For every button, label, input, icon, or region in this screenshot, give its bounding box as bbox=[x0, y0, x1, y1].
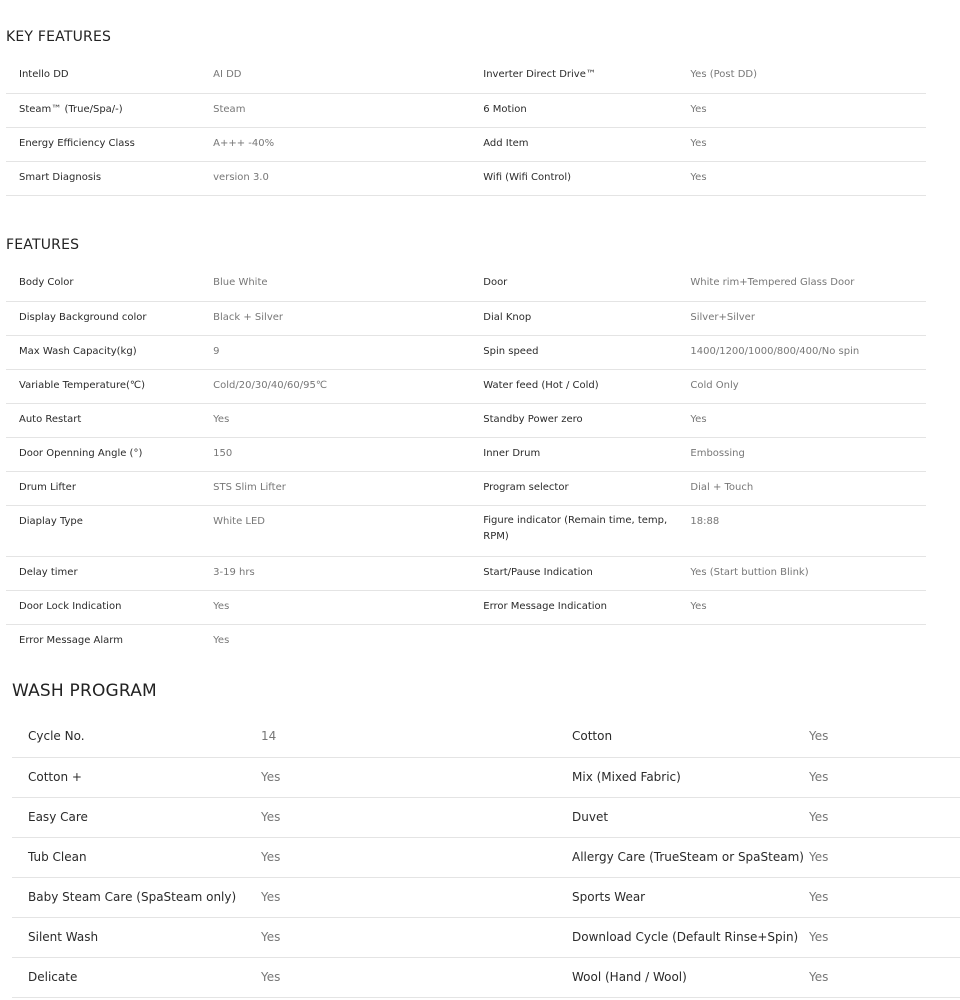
table-row bbox=[12, 877, 960, 917]
spec-label: Duvet bbox=[572, 797, 809, 837]
spec-value: Black + Silver bbox=[213, 301, 483, 335]
table-row bbox=[6, 590, 926, 624]
spec-label: Cotton + bbox=[12, 757, 261, 797]
spec-value: A+++ -40% bbox=[213, 127, 483, 161]
key-features-heading: KEY FEATURES bbox=[6, 29, 112, 45]
spec-value: Yes bbox=[261, 757, 572, 797]
spec-value: Cold Only bbox=[690, 369, 926, 403]
table-row bbox=[6, 471, 926, 505]
spec-value: 3-19 hrs bbox=[213, 556, 483, 590]
spec-label: Allergy Care (TrueSteam or SpaSteam) bbox=[572, 837, 809, 877]
spec-value: Yes bbox=[261, 877, 572, 917]
spec-value: Yes bbox=[809, 717, 960, 757]
table-row bbox=[6, 59, 926, 93]
spec-value: Dial + Touch bbox=[690, 471, 926, 505]
spec-label: Steam™ (True/Spa/-) bbox=[6, 93, 213, 127]
spec-label: Auto Restart bbox=[6, 403, 213, 437]
spec-label: Water feed (Hot / Cold) bbox=[483, 369, 690, 403]
spec-label: Start/Pause Indication bbox=[483, 556, 690, 590]
spec-value: Yes bbox=[809, 957, 960, 997]
spec-value: White rim+Tempered Glass Door bbox=[690, 267, 926, 301]
key-features-table bbox=[6, 59, 926, 196]
spec-label: Silent Wash bbox=[12, 917, 261, 957]
spec-value: Yes bbox=[809, 877, 960, 917]
features-heading: FEATURES bbox=[6, 237, 80, 253]
table-row bbox=[6, 93, 926, 127]
spec-label: Body Color bbox=[6, 267, 213, 301]
spec-label: Door bbox=[483, 267, 690, 301]
spec-value: 1400/1200/1000/800/400/No spin bbox=[690, 335, 926, 369]
table-row bbox=[6, 127, 926, 161]
spec-label: Mix (Mixed Fabric) bbox=[572, 757, 809, 797]
spec-label: Intello DD bbox=[6, 59, 213, 93]
empty-cell bbox=[690, 624, 926, 658]
table-row bbox=[6, 505, 926, 556]
spec-value: Yes bbox=[809, 837, 960, 877]
spec-value: Yes bbox=[261, 837, 572, 877]
spec-label: Dial Knop bbox=[483, 301, 690, 335]
spec-label: Spin speed bbox=[483, 335, 690, 369]
table-row bbox=[6, 403, 926, 437]
spec-value: Silver+Silver bbox=[690, 301, 926, 335]
spec-value: Yes bbox=[690, 590, 926, 624]
spec-label: Smart Diagnosis bbox=[6, 161, 213, 195]
spec-label: Sports Wear bbox=[572, 877, 809, 917]
spec-value: Embossing bbox=[690, 437, 926, 471]
spec-label: Add Item bbox=[483, 127, 690, 161]
spec-label: Variable Temperature(℃) bbox=[6, 369, 213, 403]
spec-label: Display Background color bbox=[6, 301, 213, 335]
spec-label: Cotton bbox=[572, 717, 809, 757]
spec-value: version 3.0 bbox=[213, 161, 483, 195]
table-row bbox=[12, 957, 960, 997]
spec-value: Yes bbox=[809, 797, 960, 837]
table-row bbox=[12, 757, 960, 797]
spec-label: Easy Care bbox=[12, 797, 261, 837]
spec-label: Drum Lifter bbox=[6, 471, 213, 505]
spec-label-cell bbox=[483, 505, 690, 556]
spec-value: AI DD bbox=[213, 59, 483, 93]
spec-label: Figure indicator (Remain time, temp, RPM) bbox=[483, 514, 668, 542]
spec-label: Diaplay Type bbox=[6, 505, 213, 556]
spec-label: Energy Efficiency Class bbox=[6, 127, 213, 161]
empty-cell bbox=[483, 624, 690, 658]
spec-label: Delay timer bbox=[6, 556, 213, 590]
spec-label: Cycle No. bbox=[12, 717, 261, 757]
table-row bbox=[6, 556, 926, 590]
spec-label: Max Wash Capacity(kg) bbox=[6, 335, 213, 369]
spec-label: 6 Motion bbox=[483, 93, 690, 127]
table-row bbox=[6, 437, 926, 471]
wash-program-table bbox=[12, 717, 960, 998]
spec-value: Yes bbox=[213, 403, 483, 437]
spec-label: Inner Drum bbox=[483, 437, 690, 471]
spec-label: Download Cycle (Default Rinse+Spin) bbox=[572, 917, 809, 957]
table-row bbox=[12, 717, 960, 757]
spec-label: Wifi (Wifi Control) bbox=[483, 161, 690, 195]
spec-value: 14 bbox=[261, 717, 572, 757]
spec-label: Door Lock Indication bbox=[6, 590, 213, 624]
spec-value: Yes (Post DD) bbox=[690, 59, 926, 93]
features-table bbox=[6, 267, 926, 658]
spec-value: STS Slim Lifter bbox=[213, 471, 483, 505]
spec-label: Door Openning Angle (°) bbox=[6, 437, 213, 471]
spec-value: Yes bbox=[261, 797, 572, 837]
spec-label: Program selector bbox=[483, 471, 690, 505]
table-row bbox=[6, 267, 926, 301]
spec-value: 18:88 bbox=[690, 505, 926, 556]
spec-label: Inverter Direct Drive™ bbox=[483, 59, 690, 93]
table-row bbox=[12, 917, 960, 957]
spec-value: Yes bbox=[261, 917, 572, 957]
spec-label: Error Message Alarm bbox=[19, 634, 123, 646]
spec-label: Tub Clean bbox=[12, 837, 261, 877]
spec-value: 9 bbox=[213, 335, 483, 369]
table-row bbox=[12, 797, 960, 837]
spec-value: Yes bbox=[261, 957, 572, 997]
spec-value: Yes bbox=[690, 161, 926, 195]
wash-program-heading: WASH PROGRAM bbox=[12, 681, 157, 701]
table-row bbox=[6, 301, 926, 335]
spec-value: Steam bbox=[213, 93, 483, 127]
spec-value: Blue White bbox=[213, 267, 483, 301]
spec-value: White LED bbox=[213, 505, 483, 556]
spec-label: Error Message Indication bbox=[483, 590, 690, 624]
spec-value: Yes bbox=[690, 127, 926, 161]
spec-label: Wool (Hand / Wool) bbox=[572, 957, 809, 997]
table-row bbox=[6, 335, 926, 369]
spec-value: Yes bbox=[213, 634, 230, 646]
table-row bbox=[6, 369, 926, 403]
table-row bbox=[12, 837, 960, 877]
spec-value: Yes bbox=[809, 917, 960, 957]
spec-label: Delicate bbox=[12, 957, 261, 997]
spec-value: Yes bbox=[690, 93, 926, 127]
table-row bbox=[6, 161, 926, 195]
spec-value: Yes (Start buttion Blink) bbox=[690, 556, 926, 590]
spec-value: Yes bbox=[690, 403, 926, 437]
spec-label: Standby Power zero bbox=[483, 403, 690, 437]
spec-value: Cold/20/30/40/60/95℃ bbox=[213, 369, 483, 403]
spec-value: Yes bbox=[809, 757, 960, 797]
spec-label: Baby Steam Care (SpaSteam only) bbox=[12, 877, 261, 917]
spec-value: Yes bbox=[213, 590, 483, 624]
table-row bbox=[6, 624, 926, 658]
spec-value: 150 bbox=[213, 437, 483, 471]
